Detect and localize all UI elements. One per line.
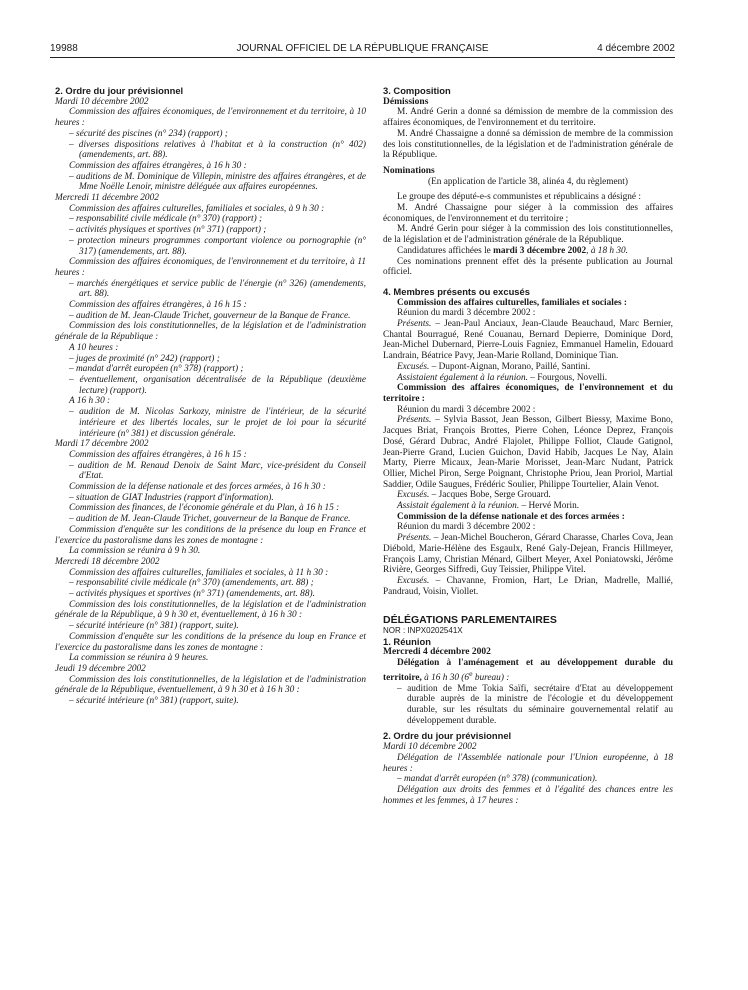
nor-reference: NOR : INPX0202541X bbox=[383, 626, 463, 636]
time-line: A 16 h 30 : bbox=[69, 396, 111, 407]
agenda-item: – éventuellement, organisation décentralisée de la République (deuxième lecture) (rapport). bbox=[69, 374, 366, 396]
committee-line: Commission des affaires culturelles, familiales et sociales, à 11 h 30 : bbox=[69, 567, 329, 578]
paragraph bbox=[383, 246, 673, 257]
agenda-item: – activités physiques et sportives (n° 371) (amendements, art. 88). bbox=[69, 589, 315, 600]
paragraph: (En application de l'article 38, alinéa 4, du règlement) bbox=[428, 176, 628, 187]
date-heading: Mercredi 4 décembre 2002 bbox=[383, 647, 491, 658]
text: bureau) : bbox=[472, 672, 510, 683]
agenda-item: – situation de GIAT Industries (rapport d'information). bbox=[69, 492, 274, 503]
date-heading: Mardi 10 décembre 2002 bbox=[55, 96, 149, 107]
agenda-item: – activités physiques et sportives (n° 371) (rapport) ; bbox=[69, 225, 267, 236]
paragraph: M. André Gerin pour siéger à la commission des lois constitutionnelles, de la législation et de l'administration générale de la République. bbox=[383, 224, 673, 246]
subsection-heading: Démissions bbox=[383, 96, 429, 107]
agenda-item: – juges de proximité (n° 242) (rapport) ; bbox=[69, 353, 220, 364]
date-heading: Mardi 17 décembre 2002 bbox=[55, 439, 149, 450]
label: Présents. bbox=[397, 415, 432, 426]
meeting-note: La commission se réunira à 9 heures. bbox=[69, 653, 209, 664]
paragraph: M. André Chassaigne pour siéger à la commission des affaires économiques, de l'environnement et du territoire ; bbox=[383, 203, 673, 224]
attendance-also bbox=[383, 501, 673, 512]
agenda-item: – mandat d'arrêt européen (n° 378) (rapport) ; bbox=[69, 364, 244, 375]
agenda-item: – responsabilité civile médicale (n° 370) (amendements, art. 88) ; bbox=[69, 578, 314, 589]
committee-line: Commission des affaires culturelles, familiales et sociales, à 9 h 30 : bbox=[69, 203, 325, 214]
delegation-line: Délégation aux droits des femmes et à l'égalité des chances entre les hommes et les femmes, à 17 heures : bbox=[383, 784, 673, 806]
agenda-item: – responsabilité civile médicale (n° 370) (rapport) ; bbox=[69, 214, 263, 225]
delegations-heading: DÉLÉGATIONS PARLEMENTAIRES bbox=[383, 614, 557, 627]
time-text: , à 18 h 30. bbox=[586, 245, 629, 256]
committee-line: Commission de la défense nationale et des forces armées, à 16 h 30 : bbox=[69, 482, 326, 493]
attendance-present bbox=[383, 533, 673, 576]
superscript: e bbox=[469, 668, 473, 678]
names: – Hervé Morin. bbox=[519, 501, 580, 512]
committee-line: Commission des affaires économiques, de l'environnement et du territoire, à 10 heures : bbox=[55, 107, 366, 129]
agenda-item: – sécurité intérieure (n° 381) (rapport, suite). bbox=[69, 696, 239, 707]
issue-date: 4 décembre 2002 bbox=[597, 43, 675, 54]
committee-line: Commission d'enquête sur les conditions de la présence du loup en France et l'exercice du pastoralisme dans les zones de montagne : bbox=[55, 524, 366, 546]
names: – Dupont-Aignan, Morano, Paillé, Santini. bbox=[429, 361, 591, 372]
agenda-item: – audition de M. Renaud Denoix de Saint Marc, vice-président du Conseil d'Etat. bbox=[69, 460, 366, 482]
committee-line: Commission des affaires étrangères, à 16 h 15 : bbox=[69, 449, 247, 460]
section-heading: 3. Composition bbox=[383, 85, 451, 96]
text: Candidatures affichées le bbox=[397, 245, 494, 256]
section-heading: 4. Membres présents ou excusés bbox=[383, 285, 530, 297]
paragraph: Le groupe des député-e-s communistes et républicains a désigné : bbox=[397, 192, 641, 203]
delegation-line bbox=[383, 658, 673, 684]
names: – Fourgous, Novelli. bbox=[527, 372, 608, 383]
agenda-item: – audition de M. Jean-Claude Trichet, gouverneur de la Banque de France. bbox=[69, 514, 351, 525]
committee-heading: Commission des affaires culturelles, familiales et sociales : bbox=[397, 297, 627, 308]
agenda-item: – marchés énergétiques et service public de l'énergie (n° 326) (amendements, art. 88). bbox=[69, 278, 366, 300]
meeting-date: Réunion du mardi 3 décembre 2002 : bbox=[397, 308, 536, 319]
delegation-line: Délégation de l'Assemblée nationale pour l'Union européenne, à 18 heures : bbox=[383, 752, 673, 774]
agenda-item: – diverses dispositions relatives à l'habitat et à la construction (n° 402) (amendements, art. 88). bbox=[69, 139, 366, 161]
committee-line: Commission des lois constitutionnelles, de la législation et de l'administration générale de la République, éventuellement, à 9 h 30 et à 16 h 30 : bbox=[55, 674, 366, 696]
time-text: à 16 h 30 (6 bbox=[421, 672, 470, 683]
meeting-note: La commission se réunira à 9 h 30. bbox=[69, 546, 201, 557]
time-line: A 10 heures : bbox=[69, 342, 119, 353]
page-number: 19988 bbox=[50, 43, 78, 54]
paragraph: Ces nominations prennent effet dès la présente publication au Journal officiel. bbox=[383, 256, 673, 278]
paragraph: M. André Gerin a donné sa démission de membre de la commission des affaires économiques, de l'environnement et du territoire. bbox=[383, 107, 673, 129]
committee-line: Commission des lois constitutionnelles, de la législation et de l'administration générale de la République, à 9 h 30 et, éventuellement, à 16 h 30 : bbox=[55, 599, 366, 621]
label: Excusés. bbox=[397, 490, 430, 501]
bold-date: mardi 3 décembre 2002 bbox=[493, 245, 587, 256]
committee-line: Commission des finances, de l'économie générale et du Plan, à 16 h 15 : bbox=[69, 503, 340, 514]
committee-heading: Commission des affaires économiques, de l'environnement et du territoire : bbox=[383, 383, 673, 404]
attendance-excused bbox=[383, 362, 673, 373]
meeting-date: Réunion du mardi 3 décembre 2002 : bbox=[397, 522, 536, 533]
agenda-item: – auditions de M. Dominique de Villepin, ministre des affaires étrangères, et de Mme Noëlle Lenoir, ministre déléguée aux affaires européennes. bbox=[69, 171, 366, 193]
header-rule bbox=[50, 57, 675, 58]
names: – Jean-Paul Anciaux, Jean-Claude Beauchaud, Marc Bernier, Chantal Bourragué, René Couanau, Bernard Depierre, Dominique Dord, Jean-Michel Dubernard, Pierre-Louis Fagniez, Emmanuel Hamelin, Edouard Landrain, Béatrice Pavy, Jean-Marie Rolland, Dominique Tian. bbox=[383, 319, 673, 362]
subsection-heading: Nominations bbox=[383, 165, 435, 176]
names: – Jacques Bobe, Serge Grouard. bbox=[429, 490, 551, 501]
date-heading: Mardi 10 décembre 2002 bbox=[383, 742, 477, 753]
attendance-excused bbox=[383, 490, 673, 501]
paragraph: M. André Chassaigne a donné sa démission de membre de la commission des lois constitutionnelles, de la législation et de l'administration générale de la République. bbox=[383, 128, 673, 161]
committee-heading: Commission de la défense nationale et des forces armées : bbox=[397, 511, 625, 522]
delegation-name: Délégation à l'aménagement et au développement durable du territoire, bbox=[383, 658, 673, 683]
committee-line: Commission des affaires étrangères, à 16 h 30 : bbox=[69, 160, 247, 171]
section-heading: 2. Ordre du jour prévisionnel bbox=[55, 85, 184, 96]
committee-line: Commission d'enquête sur les conditions de la présence du loup en France et l'exercice du pastoralisme dans les zones de montagne : bbox=[55, 631, 366, 653]
agenda-item: – audition de Mme Tokia Saïfi, secrétaire d'Etat au développement durable auprès de la ministre de l'écologie et du développement durable, sur les résultats du séminaire gouvernemental relatif au développement durable. bbox=[397, 683, 673, 726]
committee-line: Commission des lois constitutionnelles, de la législation et de l'administration générale de la République : bbox=[55, 321, 366, 343]
attendance-also bbox=[383, 373, 673, 384]
attendance-present bbox=[383, 319, 673, 362]
agenda-item: – mandat d'arrêt européen (n° 378) (communication). bbox=[397, 774, 598, 785]
meeting-date: Réunion du mardi 3 décembre 2002 : bbox=[397, 404, 536, 415]
names: – Jean-Michel Boucheron, Gérard Charasse, Charles Cova, Jean Diébold, Marie-Hélène des Esgaulx, René Galy-Dejean, Francis Hillmeyer, François Lamy, Christian Ménard, Gilbert Meyer, Axel Poniatowski, Jérôme Rivière, Georges Siffredi, Guy Teissier, Philippe Vitel. bbox=[383, 533, 673, 576]
agenda-item: – audition de M. Nicolas Sarkozy, ministre de l'intérieur, de la sécurité intérieure et des libertés locales, sur le projet de loi pour la sécurité intérieure (n° 381) et discussion générale. bbox=[69, 407, 366, 439]
agenda-item: – audition de M. Jean-Claude Trichet, gouverneur de la Banque de France. bbox=[69, 310, 351, 321]
date-heading: Mercredi 18 décembre 2002 bbox=[55, 556, 160, 567]
label: Assistait également à la réunion. bbox=[397, 501, 520, 512]
label: Présents. bbox=[397, 319, 432, 330]
agenda-item: – protection mineurs programmes comportant violence ou pornographie (n° 317) (amendements, art. 88). bbox=[69, 235, 366, 257]
date-heading: Jeudi 19 décembre 2002 bbox=[55, 663, 146, 674]
right-column bbox=[383, 86, 673, 806]
label: Excusés. bbox=[397, 575, 430, 586]
committee-line: Commission des affaires économiques, de l'environnement et du territoire, à 11 heures : bbox=[55, 257, 366, 278]
agenda-item: – sécurité des piscines (n° 234) (rapport) ; bbox=[69, 128, 228, 139]
committee-line: Commission des affaires étrangères, à 16 h 15 : bbox=[69, 300, 247, 311]
names: – Sylvia Bassot, Jean Besson, Gilbert Biessy, Maxime Bono, Jacques Briat, François Brottes, Pierre Cohen, Léonce Deprez, François Dosé, Gérard Dubrac, André Flajolet, Philippe Folliot, Claude Gatignol, Jean-Pierre Grand, Lucien Guichon, David Habib, Jacques Le Nay, Alain Marty, Pierre Micaux, Jean-Marie Morisset, Jean-Marc Nudant, Patrick Ollier, Michel Piron, Serge Poignant, Christophe Priou, Jean Proriol, Martial Saddier, Odile Saugues, Frédéric Soulier, Philippe Tourtelier, Alain Venot. bbox=[383, 415, 673, 490]
date-heading: Mercredi 11 décembre 2002 bbox=[55, 193, 159, 204]
section-heading: 1. Réunion bbox=[383, 635, 431, 647]
page-header bbox=[50, 43, 675, 57]
label: Présents. bbox=[397, 533, 432, 544]
label: Assistaient également à la réunion. bbox=[397, 372, 528, 383]
journal-title: JOURNAL OFFICIEL DE LA RÉPUBLIQUE FRANÇAISE bbox=[236, 43, 489, 54]
agenda-item: – sécurité intérieure (n° 381) (rapport, suite). bbox=[69, 621, 239, 632]
attendance-excused bbox=[383, 576, 673, 597]
attendance-present bbox=[383, 415, 673, 490]
section-heading: 2. Ordre du jour prévisionnel bbox=[383, 730, 512, 742]
label: Excusés. bbox=[397, 361, 430, 372]
names: – Chavanne, Fromion, Hart, Le Drian, Madrelle, Mallié, Pandraud, Voisin, Viollet. bbox=[383, 575, 673, 597]
left-column bbox=[55, 86, 366, 707]
